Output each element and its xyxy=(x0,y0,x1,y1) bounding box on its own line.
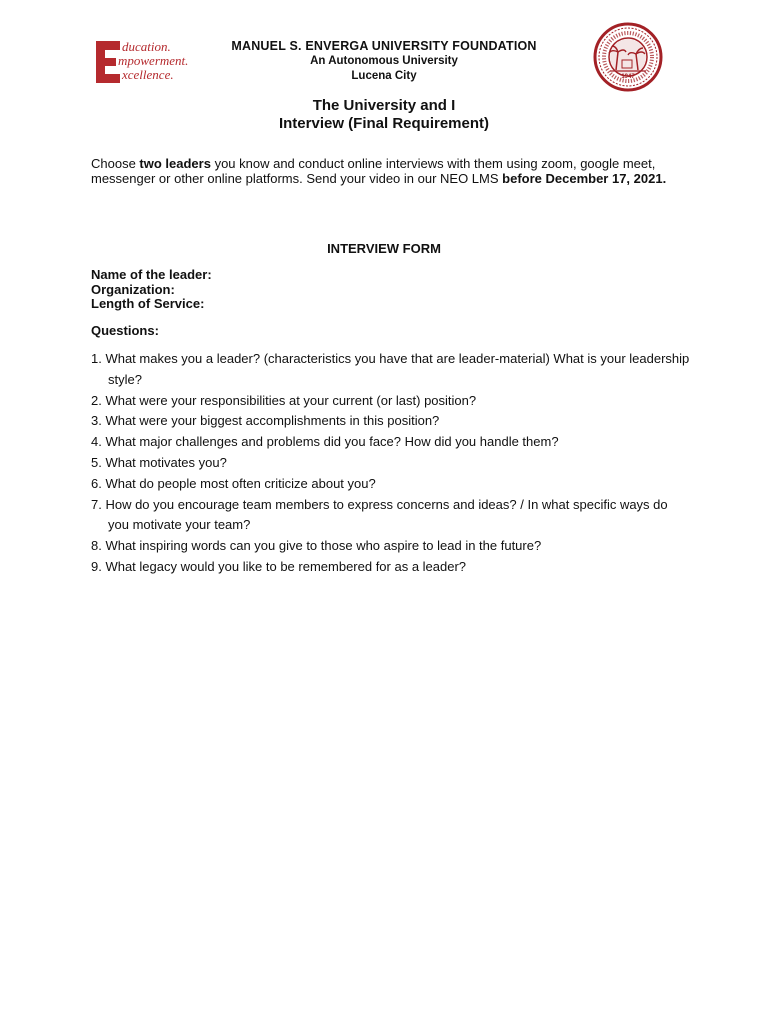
field-length-of-service: Length of Service: xyxy=(91,296,205,311)
intro-emphasis-two-leaders: two leaders xyxy=(139,156,211,171)
interview-form-heading: INTERVIEW FORM xyxy=(327,241,441,256)
instructions-paragraph xyxy=(91,157,671,186)
university-tagline: An Autonomous University xyxy=(310,55,458,67)
motto-line-2: mpowerment. xyxy=(118,53,189,68)
university-city: Lucena City xyxy=(351,70,417,82)
intro-deadline: before December 17, 2021. xyxy=(502,170,667,186)
title-line-1: The University and I xyxy=(312,97,456,114)
motto-line-1: ducation. xyxy=(122,39,171,54)
question-item: 7. How do you encourage team members to express concerns and ideas? / In what specific ways do you motivate your team? xyxy=(91,496,668,533)
document-title xyxy=(0,97,768,133)
university-motto-logo xyxy=(96,38,214,86)
question-item: 3. What were your biggest accomplishments in this position? xyxy=(91,413,440,429)
university-header xyxy=(200,39,568,84)
question-item: 4. What major challenges and problems did you face? How did you handle them? xyxy=(91,434,559,450)
field-organization: Organization: xyxy=(91,281,175,297)
question-item: 5. What motivates you? xyxy=(91,454,227,470)
question-item: 8. What inspiring words can you give to those who aspire to lead in the future? xyxy=(91,538,542,554)
question-item: 2. What were your responsibilities at your current (or last) position? xyxy=(91,392,477,408)
questions-list xyxy=(91,349,691,578)
seal-year: 1947 xyxy=(621,74,635,80)
question-item: 6. What do people most often criticize about you? xyxy=(91,475,376,491)
field-name-of-leader: Name of the leader: xyxy=(91,267,212,282)
leader-info-fields xyxy=(91,268,212,312)
motto-line-3: xcellence. xyxy=(122,67,174,82)
university-seal-icon xyxy=(586,22,670,92)
question-item: 9. What legacy would you like to be remembered for as a leader? xyxy=(91,558,467,574)
intro-text-2: you know and conduct online interviews with them using zoom, google meet, messenger or other online platforms. Send your video in our NEO LMS xyxy=(91,156,656,186)
question-item: 1. What makes you a leader? (characteristics you have that are leader-material) What is your leadership style? xyxy=(91,351,690,387)
university-name: MANUEL S. ENVERGA UNIVERSITY FOUNDATION xyxy=(231,39,537,53)
questions-label: Questions: xyxy=(91,323,159,338)
intro-text-1: Choose xyxy=(91,156,140,171)
title-line-2: Interview (Final Requirement) xyxy=(278,115,490,132)
